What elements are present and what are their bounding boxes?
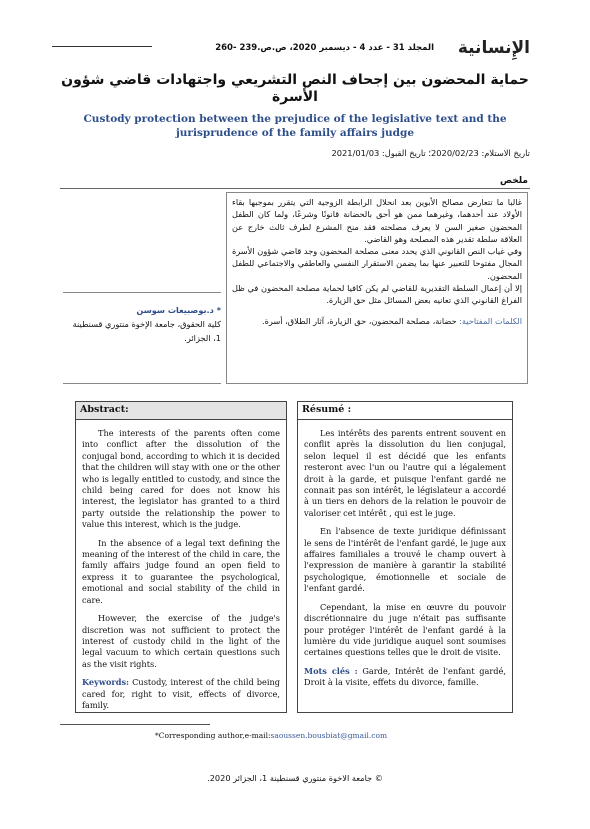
english-abstract-box bbox=[75, 401, 287, 713]
footnote-text: *Corresponding author,e-mail: bbox=[155, 731, 271, 740]
english-abstract-p3: However, the exercise of the judge's discretion was not sufficient to protect the interest of custody child in the light of the legal vacuum to which certain questions such as the visit rights. bbox=[82, 613, 280, 669]
arabic-abstract-p2: وفي غياب النص القانوني الذي يحدد معنى مصلحة المحضون وجد قاضي شؤون الأسرة المجال مفتوحا للتعبير عنها بما يضمن الاستقرار النفسي والعاطفي والاجتماعي للطفل المحضون. bbox=[232, 246, 522, 281]
english-title: Custody protection between the prejudice of the legislative text and the jurisprudence of the family affairs judge bbox=[83, 113, 507, 139]
arabic-keywords-label: الكلمات المفتاحية: bbox=[459, 315, 522, 326]
author-info bbox=[63, 292, 221, 384]
journal-logo: الإِنسانية bbox=[457, 38, 530, 58]
page-header bbox=[60, 38, 530, 66]
english-abstract-p1: The interests of the parents often come into conflict after the dissolution of the conjugal bond, according to which it is decided that the children will stay with one or the other who is legally entitled to custody, and since the child being cared for does not know his interest, the legislator has granted to a third party outside the relationship the power to value this interest, which is the judge. bbox=[82, 428, 280, 530]
arabic-abstract-p3: إلا أن إعمال السلطة التقديرية للقاضي لم يكن كافيا لحماية مصلحة المحضون في ظل الفراغ القانوني الذي تعانيه بعض المسائل مثل حق الزيارة. bbox=[232, 283, 522, 306]
author-name: * د.بوصبيعات سوسن bbox=[136, 305, 221, 315]
english-abstract-heading: Abstract: bbox=[76, 402, 286, 420]
arabic-abstract-label: ملخص bbox=[499, 176, 528, 186]
french-keywords bbox=[304, 666, 506, 689]
author-email-link[interactable]: saoussen.bousbiat@gmail.com bbox=[270, 731, 388, 740]
french-keywords-text: Garde, Intérêt de l'enfant gardé, Droit à la visite, effets du divorce, famille. bbox=[304, 665, 506, 688]
french-resume-p2: En l'absence de texte juridique définissant le sens de l'intérêt de l'enfant gardé, le juge aux affaires familiales a trouvé le champ ouvert à l'expression de manière à garantir la stabilité psychologique, émotionnelle et sociale de l'enfant gardé. bbox=[304, 526, 506, 594]
french-resume-heading: Résumé : bbox=[298, 402, 512, 420]
submission-dates: تاريخ الاستلام: 2020/02/23؛ تاريخ القبول: 2021/01/03 bbox=[331, 148, 530, 158]
english-keywords-label: Keywords: bbox=[82, 677, 130, 688]
arabic-abstract-rule bbox=[60, 188, 530, 189]
arabic-keywords bbox=[232, 315, 522, 327]
copyright-notice: © جامعة الاخوة منتوري قسنطينة 1، الجزائر 2020. bbox=[207, 773, 383, 783]
french-resume-box bbox=[297, 401, 513, 713]
arabic-keywords-text: حضانة، مصلحة المحضون، حق الزيارة، آثار الطلاق، أسرة. bbox=[261, 315, 460, 326]
journal-citation: المجلد 31 - عدد 4 - ديسمبر 2020، ص.ص.239 -260 bbox=[215, 43, 434, 53]
author-affiliation: كلية الحقوق، جامعة الإخوة منتوري قسنطينة 1، الجزائر. bbox=[72, 319, 221, 343]
corresponding-author-footnote bbox=[155, 731, 387, 740]
english-abstract-p2: In the absence of a legal text defining the meaning of the interest of the child in care, the family affairs judge found an open field to express it to guarantee the psychological, emotional and social stability of the child in care. bbox=[82, 537, 280, 605]
french-keywords-label: Mots clés : bbox=[304, 665, 358, 676]
arabic-abstract-p1: غالبا ما تتعارض مصالح الأبوين بعد انحلال الرابطة الزوجية التي يتقرر بموجبها بقاء الأولاد عند أحدهما، وغيرهما ممن هو أحق بالحضانة قانونًا وشرعًا، ولما كان الطفل المحضون صغير السن لا يعرف مصلحته فقد منح المشرع لطرف ثالث خارج عن العلاقة سلطة تقدير هذه المصلحة وهو القاضي. bbox=[232, 197, 522, 244]
arabic-abstract bbox=[226, 192, 528, 384]
english-keywords-text: Custody, interest of the child being cared for, right to visit, effects of divorce, family. bbox=[82, 677, 280, 710]
english-keywords bbox=[82, 677, 280, 711]
french-resume-p1: Les intérêts des parents entrent souvent en conflit après la dissolution du lien conjugal, selon lequel il est décidé que les enfants resteront avec l'un ou l'autre qui a légalement droit à la garde, et puisque l'enfant gardé ne connait pas son intérêt, le législateur a accordé à un tiers en dehors de la relation le pouvoir de valoriser cet intérêt , qui est le juge. bbox=[304, 428, 506, 518]
header-rule bbox=[52, 46, 152, 47]
french-resume-p3: Cependant, la mise en œuvre du pouvoir discrétionnaire du juge n'était pas suffisante pour protéger l'intérêt de l'enfant gardé à la lumière du vide juridique auquel sont soumises certaines questions telles que le droit de visite. bbox=[304, 601, 506, 658]
arabic-title: حماية المحضون بين إجحاف النص التشريعي واجتهادات قاضي شؤون الأسرة bbox=[61, 72, 529, 105]
footnote-rule bbox=[60, 724, 210, 725]
